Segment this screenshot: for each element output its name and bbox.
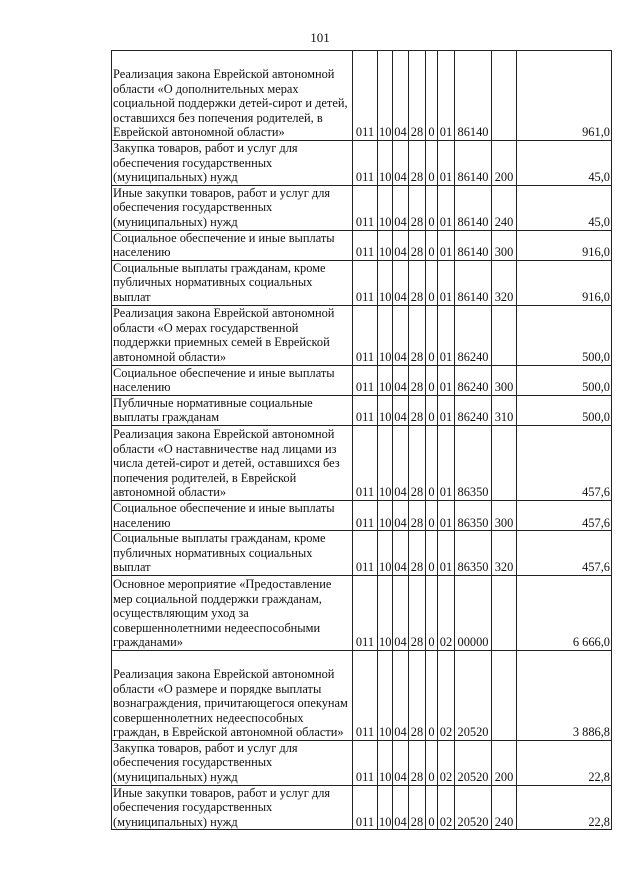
amount-cell: 3 886,8 <box>517 650 612 740</box>
main-activity-code-cell: 01 <box>438 531 455 576</box>
main-activity-code-cell: 02 <box>438 785 455 830</box>
table-row <box>112 575 612 650</box>
subsection-code-cell: 04 <box>393 230 409 260</box>
table-row <box>112 650 612 740</box>
subprogram-code-cell: 0 <box>426 395 438 425</box>
program-code-cell: 28 <box>409 740 426 785</box>
table-row <box>112 395 612 425</box>
subprogram-code-cell: 0 <box>426 230 438 260</box>
program-code-cell: 28 <box>409 650 426 740</box>
expense-type-code-cell <box>492 425 517 500</box>
table-row <box>112 500 612 530</box>
section-code-cell: 10 <box>378 260 393 305</box>
expense-type-code-cell: 320 <box>492 531 517 576</box>
ministry-code-cell: 011 <box>353 141 378 186</box>
ministry-code-cell: 011 <box>353 531 378 576</box>
table-row <box>112 141 612 186</box>
subsection-code-cell: 04 <box>393 425 409 500</box>
main-activity-code-cell: 01 <box>438 260 455 305</box>
subsection-code-cell: 04 <box>393 395 409 425</box>
amount-cell: 916,0 <box>517 260 612 305</box>
main-activity-code-cell: 01 <box>438 425 455 500</box>
table-row <box>112 305 612 365</box>
main-activity-code-cell: 01 <box>438 500 455 530</box>
ministry-code-cell: 011 <box>353 785 378 830</box>
program-code-cell: 28 <box>409 141 426 186</box>
expense-name-cell: Реализация закона Еврейской автономной области «О дополнительных мерах социальной поддержки детей-сирот и детей, оставшихся без попечения родителей, в Еврейской автономной области» <box>112 51 353 141</box>
table-row <box>112 230 612 260</box>
table-row <box>112 260 612 305</box>
expense-type-code-cell: 200 <box>492 740 517 785</box>
section-code-cell: 10 <box>378 785 393 830</box>
ministry-code-cell: 011 <box>353 51 378 141</box>
subsection-code-cell: 04 <box>393 575 409 650</box>
subsection-code-cell: 04 <box>393 531 409 576</box>
subprogram-code-cell: 0 <box>426 365 438 395</box>
table-row <box>112 740 612 785</box>
ministry-code-cell: 011 <box>353 650 378 740</box>
ministry-code-cell: 011 <box>353 740 378 785</box>
direction-code-cell: 86140 <box>455 230 492 260</box>
subprogram-code-cell: 0 <box>426 650 438 740</box>
program-code-cell: 28 <box>409 425 426 500</box>
expense-type-code-cell: 200 <box>492 141 517 186</box>
ministry-code-cell: 011 <box>353 260 378 305</box>
direction-code-cell: 86350 <box>455 500 492 530</box>
section-code-cell: 10 <box>378 185 393 230</box>
direction-code-cell: 00000 <box>455 575 492 650</box>
section-code-cell: 10 <box>378 51 393 141</box>
budget-table <box>111 50 612 830</box>
amount-cell: 22,8 <box>517 785 612 830</box>
subsection-code-cell: 04 <box>393 305 409 365</box>
direction-code-cell: 86140 <box>455 185 492 230</box>
amount-cell: 45,0 <box>517 141 612 186</box>
amount-cell: 22,8 <box>517 740 612 785</box>
section-code-cell: 10 <box>378 230 393 260</box>
expense-type-code-cell: 300 <box>492 365 517 395</box>
table-row <box>112 365 612 395</box>
subsection-code-cell: 04 <box>393 500 409 530</box>
ministry-code-cell: 011 <box>353 395 378 425</box>
amount-cell: 45,0 <box>517 185 612 230</box>
expense-type-code-cell: 300 <box>492 500 517 530</box>
program-code-cell: 28 <box>409 575 426 650</box>
ministry-code-cell: 011 <box>353 575 378 650</box>
subprogram-code-cell: 0 <box>426 425 438 500</box>
direction-code-cell: 20520 <box>455 740 492 785</box>
expense-name-cell: Реализация закона Еврейской автономной области «О размере и порядке выплаты вознаграждения, причитающегося опекунам совершеннолетних недееспособных граждан, в Еврейской автономной области» <box>112 650 353 740</box>
table-body <box>112 51 612 830</box>
expense-name-cell: Реализация закона Еврейской автономной области «О мерах государственной поддержки приемных семей в Еврейской автономной области» <box>112 305 353 365</box>
subprogram-code-cell: 0 <box>426 260 438 305</box>
direction-code-cell: 86240 <box>455 395 492 425</box>
expense-name-cell: Социальное обеспечение и иные выплаты населению <box>112 230 353 260</box>
subsection-code-cell: 04 <box>393 740 409 785</box>
main-activity-code-cell: 01 <box>438 230 455 260</box>
expense-type-code-cell <box>492 305 517 365</box>
section-code-cell: 10 <box>378 305 393 365</box>
table-row <box>112 425 612 500</box>
section-code-cell: 10 <box>378 575 393 650</box>
main-activity-code-cell: 01 <box>438 51 455 141</box>
expense-name-cell: Социальные выплаты гражданам, кроме публичных нормативных социальных выплат <box>112 260 353 305</box>
subprogram-code-cell: 0 <box>426 141 438 186</box>
expense-type-code-cell: 240 <box>492 785 517 830</box>
section-code-cell: 10 <box>378 531 393 576</box>
expense-name-cell: Иные закупки товаров, работ и услуг для обеспечения государственных (муниципальных) нужд <box>112 785 353 830</box>
table-row <box>112 51 612 141</box>
ministry-code-cell: 011 <box>353 230 378 260</box>
direction-code-cell: 86240 <box>455 365 492 395</box>
subprogram-code-cell: 0 <box>426 185 438 230</box>
expense-type-code-cell <box>492 575 517 650</box>
section-code-cell: 10 <box>378 141 393 186</box>
expense-name-cell: Публичные нормативные социальные выплаты гражданам <box>112 395 353 425</box>
amount-cell: 500,0 <box>517 365 612 395</box>
ministry-code-cell: 011 <box>353 425 378 500</box>
subprogram-code-cell: 0 <box>426 531 438 576</box>
expense-name-cell: Основное мероприятие «Предоставление мер социальной поддержки гражданам, осуществляющим уход за совершеннолетними недееспособными гражданами» <box>112 575 353 650</box>
program-code-cell: 28 <box>409 230 426 260</box>
program-code-cell: 28 <box>409 531 426 576</box>
table-row <box>112 185 612 230</box>
ministry-code-cell: 011 <box>353 365 378 395</box>
ministry-code-cell: 011 <box>353 305 378 365</box>
section-code-cell: 10 <box>378 425 393 500</box>
direction-code-cell: 86140 <box>455 51 492 141</box>
expense-type-code-cell <box>492 650 517 740</box>
direction-code-cell: 86350 <box>455 425 492 500</box>
program-code-cell: 28 <box>409 785 426 830</box>
expense-name-cell: Иные закупки товаров, работ и услуг для обеспечения государственных (муниципальных) нужд <box>112 185 353 230</box>
direction-code-cell: 86240 <box>455 305 492 365</box>
expense-type-code-cell <box>492 51 517 141</box>
ministry-code-cell: 011 <box>353 500 378 530</box>
subprogram-code-cell: 0 <box>426 575 438 650</box>
subprogram-code-cell: 0 <box>426 500 438 530</box>
direction-code-cell: 86140 <box>455 260 492 305</box>
expense-name-cell: Социальное обеспечение и иные выплаты населению <box>112 500 353 530</box>
subsection-code-cell: 04 <box>393 650 409 740</box>
program-code-cell: 28 <box>409 395 426 425</box>
section-code-cell: 10 <box>378 650 393 740</box>
subprogram-code-cell: 0 <box>426 740 438 785</box>
table-row <box>112 785 612 830</box>
direction-code-cell: 86350 <box>455 531 492 576</box>
subsection-code-cell: 04 <box>393 365 409 395</box>
subsection-code-cell: 04 <box>393 185 409 230</box>
program-code-cell: 28 <box>409 185 426 230</box>
ministry-code-cell: 011 <box>353 185 378 230</box>
expense-name-cell: Реализация закона Еврейской автономной области «О наставничестве над лицами из числа детей-сирот и детей, оставшихся без попечения родителей, в Еврейской автономной области» <box>112 425 353 500</box>
subsection-code-cell: 04 <box>393 51 409 141</box>
expense-type-code-cell: 320 <box>492 260 517 305</box>
amount-cell: 500,0 <box>517 395 612 425</box>
program-code-cell: 28 <box>409 305 426 365</box>
main-activity-code-cell: 01 <box>438 141 455 186</box>
table-row <box>112 531 612 576</box>
program-code-cell: 28 <box>409 260 426 305</box>
expense-name-cell: Социальные выплаты гражданам, кроме публичных нормативных социальных выплат <box>112 531 353 576</box>
main-activity-code-cell: 02 <box>438 575 455 650</box>
section-code-cell: 10 <box>378 395 393 425</box>
subsection-code-cell: 04 <box>393 141 409 186</box>
expense-type-code-cell: 240 <box>492 185 517 230</box>
direction-code-cell: 20520 <box>455 650 492 740</box>
amount-cell: 6 666,0 <box>517 575 612 650</box>
subprogram-code-cell: 0 <box>426 51 438 141</box>
amount-cell: 457,6 <box>517 425 612 500</box>
amount-cell: 457,6 <box>517 500 612 530</box>
expense-name-cell: Закупка товаров, работ и услуг для обеспечения государственных (муниципальных) нужд <box>112 740 353 785</box>
section-code-cell: 10 <box>378 740 393 785</box>
program-code-cell: 28 <box>409 365 426 395</box>
expense-name-cell: Закупка товаров, работ и услуг для обеспечения государственных (муниципальных) нужд <box>112 141 353 186</box>
subsection-code-cell: 04 <box>393 785 409 830</box>
program-code-cell: 28 <box>409 500 426 530</box>
direction-code-cell: 20520 <box>455 785 492 830</box>
main-activity-code-cell: 01 <box>438 395 455 425</box>
main-activity-code-cell: 01 <box>438 185 455 230</box>
amount-cell: 457,6 <box>517 531 612 576</box>
expense-name-cell: Социальное обеспечение и иные выплаты населению <box>112 365 353 395</box>
main-activity-code-cell: 01 <box>438 365 455 395</box>
subprogram-code-cell: 0 <box>426 785 438 830</box>
subsection-code-cell: 04 <box>393 260 409 305</box>
amount-cell: 961,0 <box>517 51 612 141</box>
section-code-cell: 10 <box>378 500 393 530</box>
program-code-cell: 28 <box>409 51 426 141</box>
main-activity-code-cell: 02 <box>438 740 455 785</box>
main-activity-code-cell: 02 <box>438 650 455 740</box>
subprogram-code-cell: 0 <box>426 305 438 365</box>
expense-type-code-cell: 310 <box>492 395 517 425</box>
direction-code-cell: 86140 <box>455 141 492 186</box>
section-code-cell: 10 <box>378 365 393 395</box>
amount-cell: 916,0 <box>517 230 612 260</box>
amount-cell: 500,0 <box>517 305 612 365</box>
page-number: 101 <box>310 30 330 45</box>
expense-type-code-cell: 300 <box>492 230 517 260</box>
main-activity-code-cell: 01 <box>438 305 455 365</box>
